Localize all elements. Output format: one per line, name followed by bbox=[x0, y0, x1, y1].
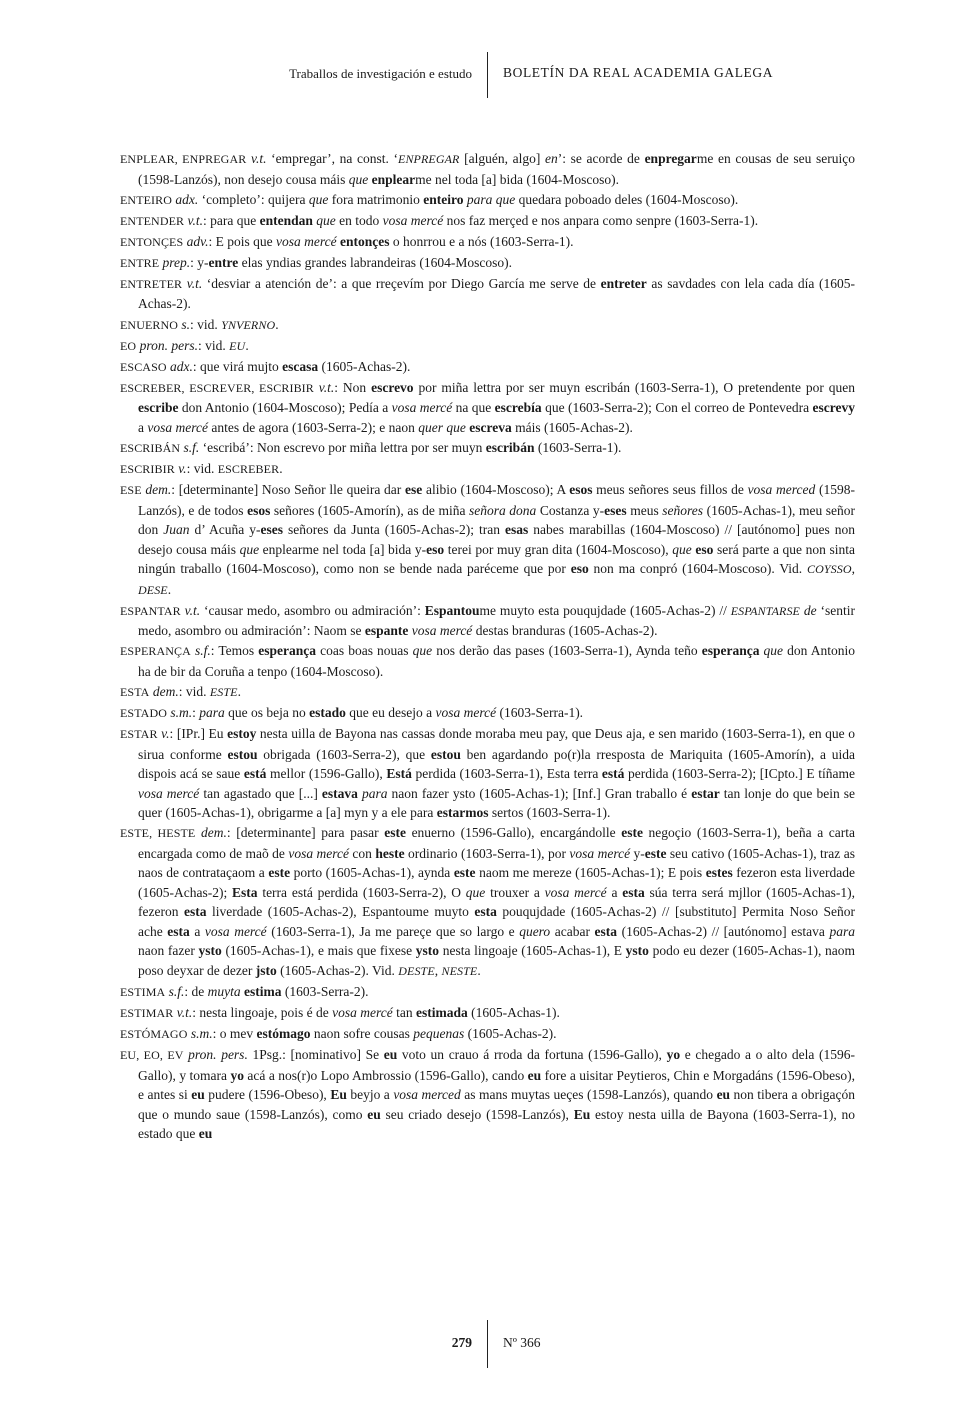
dictionary-entry: ENPLEAR, ENPREGAR v.t. ‘empregar’, na const. ‘ENPREGAR [alguén, algo] en’: se acorde de enpregarme en cousas de seu seruiço (1598-Lanzós), non desejo cousa máis que enplearme nel toda [a] bida (1604-Moscoso). bbox=[120, 151, 855, 187]
journal-title: BOLETÍN DA REAL ACADEMIA GALEGA bbox=[503, 65, 774, 80]
dictionary-entry: ESCRIBÁN s.f. ‘escribá’: Non escrevo por miña lettra por ser muyn escribán (1603-Serra-1). bbox=[120, 439, 622, 455]
dictionary-entry: ENTENDER v.t.: para que entendan que en todo vosa mercé nos faz merçed e nos anpara como senpre (1603-Serra-1). bbox=[120, 212, 759, 228]
dictionary-entry: ESCREBER, ESCREVER, ESCRIBIR v.t.: Non escrevo por miña lettra por ser muyn escribán (1603-Serra-1), O pretendente por quen escribe don Antonio (1604-Moscoso); Pedía a vosa mercé na que escrebía que (1603-Serra-2); Con el correo de Pontevedra escrevy a vosa mercé antes de agora (1603-Serra-2); e naon quer que escreva máis (1605-Achas-2). bbox=[120, 379, 856, 435]
dictionary-entry: ESTA dem.: vid. ESTE. bbox=[120, 683, 241, 699]
page-number: 279 bbox=[451, 1335, 472, 1350]
dictionary-entry: ESTADO s.m.: para que os beja no estado que eu desejo a vosa mercé (1603-Serra-1). bbox=[120, 705, 584, 720]
dictionary-entry: ESCRIBIR v.: vid. ESCREBER. bbox=[120, 461, 283, 477]
running-header bbox=[0, 52, 975, 102]
dictionary-entry: ESCASO adx.: que virá mujto escasa (1605-Achas-2). bbox=[120, 358, 411, 374]
issue-number: Nº 366 bbox=[503, 1335, 541, 1350]
footer-divider bbox=[487, 1320, 488, 1368]
dictionary-entries bbox=[120, 149, 855, 1144]
header-divider bbox=[487, 52, 488, 98]
dictionary-entry: ENTONÇES adv.: E pois que vosa mercé entonçes o honrrou e a nós (1603-Serra-1). bbox=[120, 233, 574, 249]
dictionary-entry: ENTRETER v.t. ‘desviar a atención de’: a que rreçevím por Diego García me serve de entreter as savdades con lela cada día (1605-Achas-2). bbox=[120, 275, 855, 312]
dictionary-entry: ESTIMA s.f.: de muyta estima (1603-Serra-2). bbox=[120, 983, 369, 999]
dictionary-entry: ESTIMAR v.t.: nesta lingoaje, pois é de vosa mercé tan estimada (1605-Achas-1). bbox=[120, 1004, 560, 1020]
dictionary-entry: EU, EO, EV pron. pers. 1Psg.: [nominativo] Se eu voto un crauo á rroda da fortuna (1596-Gallo), yo e chegado a o alto dela (1596-Gallo), y tomara yo acá a nos(r)o Lopo Ambrossio (1596-Gallo), cando eu fore a uisitar Peytieros, Chin e Morgadáns (1596-Obeso), e antes si eu pudere (1596-Obeso), Eu beyjo a vosa merced as mans muytas ueçes (1598-Lanzós), quando eu non tibera a obrigaçón que o mundo saue (1598-Lanzós), como eu seu criado desejo (1598-Lanzós), Eu estoy nesta uilla de Bayona (1603-Serra-1), no estado que eu bbox=[120, 1047, 855, 1142]
dictionary-entry: ESPANTAR v.t. ‘causar medo, asombro ou admiración’: Espantoume muyto esta pouqujdade (1605-Achas-2) // ESPANTARSE de ‘sentir medo, asombro ou admiración’: Naom se espante vosa mercé destas branduras (1605-Achas-2). bbox=[120, 602, 855, 639]
dictionary-entry: ENTEIRO adx. ‘completo’: quijera que fora matrimonio enteiro para que quedara poboado deles (1604-Moscoso). bbox=[120, 191, 739, 207]
dictionary-entry: ESTÓMAGO s.m.: o mev estómago naon sofre cousas pequenas (1605-Achas-2). bbox=[120, 1025, 557, 1041]
dictionary-entry: EO pron. pers.: vid. EU. bbox=[120, 337, 249, 353]
dictionary-entry: ENUERNO s.: vid. YNVERNO. bbox=[120, 316, 279, 332]
dictionary-entry: ESTE, HESTE dem.: [determinante] para pasar este enuerno (1596-Gallo), encargándolle este negoçio (1603-Serra-1), beña a carta encargada como de maõ de vosa mercé con heste ordinario (1603-Serra-1), por vosa mercé y-este seu cativo (1605-Achas-1), traz as naos de contrataçaom a este porto (1605-Achas-1), aynda este naom me mereze (1605-Achas-1); E pois estes fezeron esta liverdade (1605-Achas-2); Esta terra está perdida (1603-Serra-2), O que trouxer a vosa mercé a esta súa terra será mjllor (1605-Achas-1), fezeron esta liverdade (1605-Achas-2), Espantoume muyto esta pouqujdade (1605-Achas-2) // [substituto] Permita Noso Señor ache esta a vosa mercé (1603-Serra-1), Ja me pareçe que so largo e quero acabar esta (1605-Achas-2) // [autónomo] estava para naon fazer ysto (1605-Achas-1), e mais que fixese ysto nesta lingoaje (1605-Achas-1), E ysto podo eu dezer (1605-Achas-1), naom poso deyxar de dezer jsto (1605-Achas-2). Vid. DESTE, NESTE. bbox=[120, 825, 856, 978]
page-footer bbox=[0, 1320, 975, 1370]
dictionary-entry: ESPERANÇA s.f.: Temos esperança coas boas nouas que nos derão das pases (1603-Serra-1), Aynda teño esperança que don Antonio ha de bir da Coruña a tenpo (1604-Moscoso). bbox=[120, 643, 855, 679]
dictionary-entry: ENTRE prep.: y-entre elas yndias grandes labrandeiras (1604-Moscoso). bbox=[120, 254, 512, 270]
section-title: Traballos de investigación e estudo bbox=[289, 66, 472, 81]
dictionary-entry: ESTAR v.: [IPr.] Eu estoy nesta uilla de Bayona nas cassas donde moraba meu pay, que Deus aja, e sen marido (1603-Serra-1), en que o sirua conforme estou obrigada (1603-Serra-2), que estou ben agardando po(r)la rresposta de Mariquita (1605-Amorín), a uida dispois acá se saue está mellor (1596-Gallo), Está perdida (1603-Serra-1), Esta terra está perdida (1603-Serra-2); [ICpto.] E tíñame vosa mercé tan agastado que [...] estava para naon fazer ysto (1605-Achas-1); [Inf.] Gran traballo é estar tan lonje do que bein se quer (1605-Achas-1), obrigarme a [a] myn y a ele para estarmos sertos (1603-Serra-1). bbox=[120, 726, 856, 821]
dictionary-entry: ESE dem.: [determinante] Noso Señor lle queira dar ese alibio (1604-Moscoso); A esos meus señores seus fillos de vosa merced (1598-Lanzós), e de todos esos señores (1605-Amorín), as de miña señora dona Costanza y-eses meus señores (1605-Achas-1), meu señor don Juan d’ Acuña y-eses señores da Junta (1605-Achas-2); tran esas nabes marabillas (1604-Moscoso) // [autónomo] pues non desejo cousa máis que enplearme nel toda [a] bida y-eso terei por muy gran dita (1604-Moscoso), que eso será parte a que non sinta ningún traballo (1604-Moscoso), como non se bende nada paréceme que por eso non ma conpró (1604-Moscoso). Vid. COYSSO, DESE. bbox=[120, 482, 856, 597]
